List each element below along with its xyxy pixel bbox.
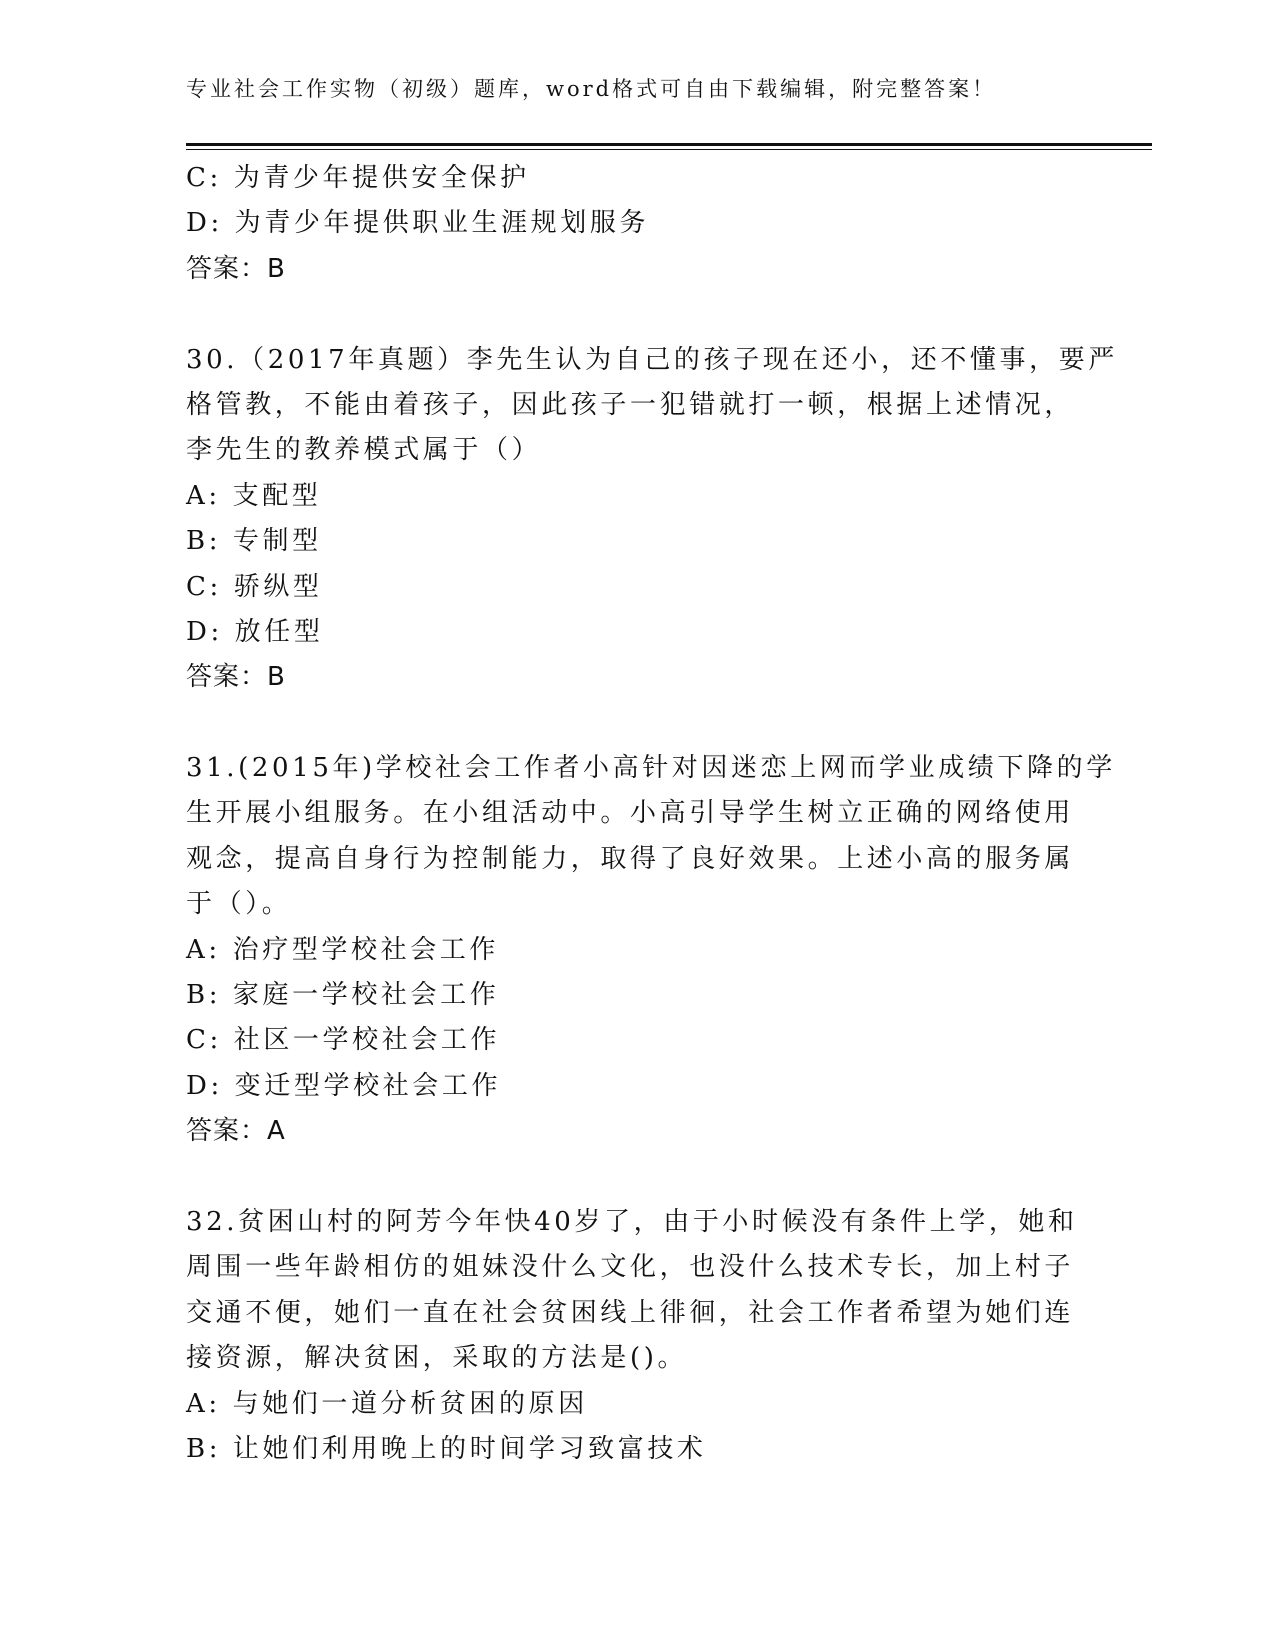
question-32 — [186, 1200, 1086, 1472]
question-text-line: 接资源，解决贫困，采取的方法是()。 — [186, 1343, 688, 1374]
question-text-line: 30.（2017年真题）李先生认为自己的孩子现在还小，还不懂事，要严 — [186, 344, 1118, 375]
option-b: B: 家庭一学校社会工作 — [186, 980, 500, 1011]
option-c: C: 社区一学校社会工作 — [186, 1025, 501, 1056]
spacer — [186, 1155, 1086, 1200]
option-a: A: 与她们一道分析贫困的原因 — [186, 1388, 588, 1419]
header-rule-thin — [186, 149, 1152, 150]
answer-line: 答案：B — [186, 253, 286, 284]
spacer — [186, 292, 1086, 337]
option-c: C: 为青少年提供安全保护 — [186, 163, 530, 193]
question-text-line: 周围一些年龄相仿的姐妹没什么文化，也没什么技术专长，加上村子 — [186, 1252, 1075, 1283]
question-29-continued — [186, 156, 1086, 292]
option-d: D: 变迁型学校社会工作 — [186, 1070, 502, 1101]
question-text-line: 31.(2015年)学校社会工作者小高针对因迷恋上网而学业成绩下降的学 — [186, 753, 1116, 784]
option-d: D: 放任型 — [186, 616, 324, 647]
question-text-line: 于（）。 — [186, 889, 292, 920]
answer-line: 答案：B — [186, 662, 286, 693]
option-a: A: 支配型 — [186, 480, 322, 511]
document-body — [186, 156, 1118, 1472]
option-a: A: 治疗型学校社会工作 — [186, 934, 500, 965]
option-b: B: 让她们利用晚上的时间学习致富技术 — [186, 1433, 707, 1464]
document-header: 专业社会工作实物（初级）题库，word格式可自由下载编辑，附完整答案！ — [186, 77, 997, 101]
spacer — [186, 701, 1086, 746]
option-d: D: 为青少年提供职业生涯规划服务 — [186, 208, 650, 239]
answer-line: 答案：A — [186, 1116, 286, 1147]
option-b: B: 专制型 — [186, 526, 322, 557]
question-text-line: 格管教，不能由着孩子，因此孩子一犯错就打一顿，根据上述情况， — [186, 389, 1075, 420]
question-text-line: 观念，提高自身行为控制能力，取得了良好效果。上述小高的服务属 — [186, 843, 1075, 874]
question-31 — [186, 746, 1116, 1155]
question-text-line: 李先生的教养模式属于（） — [186, 435, 542, 466]
question-30 — [186, 338, 1118, 701]
option-c: C: 骄纵型 — [186, 571, 323, 602]
question-text-line: 32.贫困山村的阿芳今年快40岁了，由于小时候没有条件上学，她和 — [186, 1206, 1078, 1237]
question-text-line: 交通不便，她们一直在社会贫困线上徘徊，社会工作者希望为她们连 — [186, 1297, 1075, 1328]
header-rule-thick — [186, 143, 1152, 146]
question-text-line: 生开展小组服务。在小组活动中。小高引导学生树立正确的网络使用 — [186, 798, 1075, 829]
